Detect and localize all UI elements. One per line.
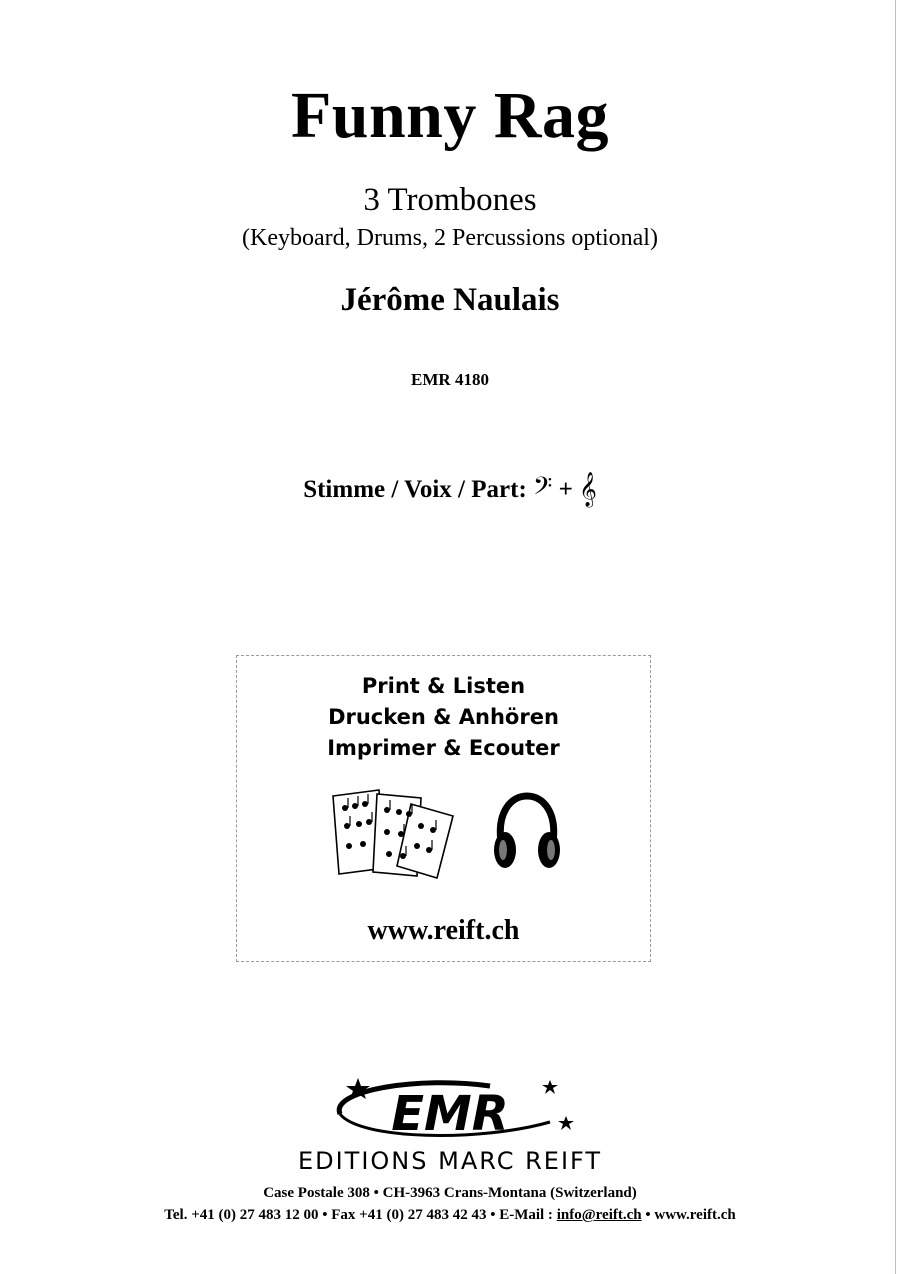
score-title: Funny Rag bbox=[290, 79, 610, 152]
contact-phone-fax: Tel. +41 (0) 27 483 12 00 • Fax +41 (0) 27 483 42 43 • E-Mail : bbox=[164, 1207, 557, 1223]
part-label: Stimme / Voix / Part: bbox=[303, 476, 527, 503]
sheet-music-icon bbox=[329, 786, 459, 880]
promo-line-english: Print & Listen bbox=[361, 674, 526, 698]
contact-email-link[interactable]: info@reift.ch bbox=[556, 1207, 642, 1223]
contact-website[interactable]: • www.reift.ch bbox=[641, 1207, 736, 1223]
headphones-icon bbox=[491, 792, 563, 874]
promo-website[interactable]: www.reift.ch bbox=[367, 915, 520, 946]
logo-text: EMR bbox=[391, 1086, 509, 1142]
promo-line-german: Drucken & Anhören bbox=[328, 705, 559, 729]
catalog-number: EMR 4180 bbox=[411, 370, 489, 389]
publisher-name: EDITIONS MARC REIFT bbox=[297, 1147, 603, 1175]
bass-clef-icon: 𝄢 bbox=[533, 472, 553, 507]
optional-instruments: (Keyboard, Drums, 2 Percussions optional) bbox=[242, 225, 658, 251]
publisher-contact bbox=[0, 1205, 900, 1225]
treble-clef-icon: 𝄞 bbox=[579, 472, 597, 507]
instrumentation: 3 Trombones bbox=[363, 182, 537, 218]
publisher-address: Case Postale 308 • CH-3963 Crans-Montana (Switzerland) bbox=[263, 1185, 637, 1201]
print-listen-box bbox=[236, 655, 651, 962]
emr-logo bbox=[300, 1070, 590, 1150]
part-line bbox=[0, 473, 900, 507]
part-plus: + bbox=[558, 476, 573, 503]
promo-line-french: Imprimer & Ecouter bbox=[327, 736, 560, 760]
composer-name: Jérôme Naulais bbox=[340, 282, 560, 318]
